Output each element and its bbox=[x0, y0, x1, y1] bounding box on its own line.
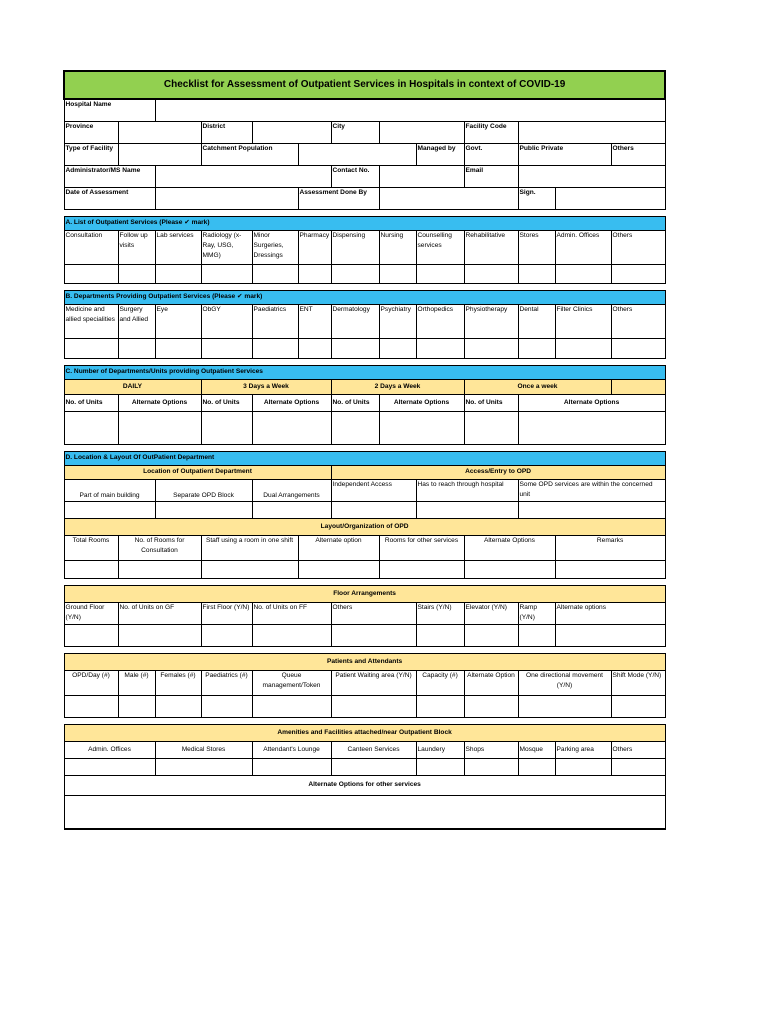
check-cell[interactable] bbox=[416, 338, 464, 358]
section-b-header: Dermatology bbox=[331, 304, 379, 338]
spacer bbox=[64, 444, 665, 451]
date-of-assessment-label: Date of Assessment bbox=[64, 187, 155, 209]
facility-code-label: Facility Code bbox=[464, 121, 518, 143]
type-of-facility-label: Type of Facility bbox=[64, 143, 118, 165]
group-3-days: 3 Days a Week bbox=[201, 379, 331, 394]
contact-no-label: Contact No. bbox=[331, 165, 379, 187]
amenities-header: Amenities and Facilities attached/near Outpatient Block bbox=[64, 724, 665, 741]
section-b-header: Surgery and Allied bbox=[118, 304, 155, 338]
entry-cell[interactable] bbox=[518, 501, 665, 518]
entry-cell[interactable] bbox=[331, 695, 416, 717]
entry-cell[interactable] bbox=[252, 695, 331, 717]
checklist-table bbox=[63, 70, 666, 830]
section-b-header: Paediatrics bbox=[252, 304, 298, 338]
section-b-header: Medicine and allied specialities bbox=[64, 304, 118, 338]
patients-header: Patients and Attendants bbox=[64, 653, 665, 670]
entry-cell[interactable] bbox=[331, 411, 379, 444]
section-a-header: Lab services bbox=[155, 230, 201, 264]
alternate-options-header: Alternate Options bbox=[518, 394, 665, 411]
amenities-col: Mosque bbox=[518, 741, 555, 758]
location-col: Dual Arrangements bbox=[252, 479, 331, 501]
entry-cell[interactable] bbox=[379, 411, 464, 444]
entry-cell[interactable] bbox=[118, 560, 201, 578]
administrator-field[interactable] bbox=[155, 165, 331, 187]
entry-cell[interactable] bbox=[64, 560, 118, 578]
entry-cell[interactable] bbox=[611, 758, 665, 775]
entry-cell[interactable] bbox=[155, 501, 252, 518]
entry-cell[interactable] bbox=[331, 624, 416, 646]
access-col: Some OPD services are within the concerned unit bbox=[518, 479, 665, 501]
patients-col: Paediatrics (#) bbox=[201, 670, 252, 695]
others-option[interactable]: Others bbox=[611, 143, 665, 165]
province-field[interactable] bbox=[118, 121, 201, 143]
floor-col: Ground Floor (Y/N) bbox=[64, 602, 118, 624]
entry-cell[interactable] bbox=[252, 501, 331, 518]
patients-col: Male (#) bbox=[118, 670, 155, 695]
entry-cell[interactable] bbox=[64, 758, 155, 775]
email-label: Email bbox=[464, 165, 518, 187]
no-of-units-header: No. of Units bbox=[64, 394, 118, 411]
check-cell[interactable] bbox=[252, 264, 298, 283]
entry-cell[interactable] bbox=[464, 560, 555, 578]
spacer bbox=[64, 209, 665, 216]
entry-cell[interactable] bbox=[555, 624, 665, 646]
entry-cell[interactable] bbox=[64, 624, 118, 646]
entry-cell[interactable] bbox=[331, 501, 416, 518]
patients-col: One directional movement (Y/N) bbox=[518, 670, 611, 695]
layout-col: No. of Rooms for Consultation bbox=[118, 535, 201, 560]
public-private-option[interactable]: Public Private bbox=[518, 143, 611, 165]
section-b-header: ObGY bbox=[201, 304, 252, 338]
floor-col: No. of Units on FF bbox=[252, 602, 331, 624]
entry-cell[interactable] bbox=[64, 501, 155, 518]
check-cell[interactable] bbox=[518, 338, 555, 358]
patients-col: Capacity (#) bbox=[416, 670, 464, 695]
section-a-header: Dispensing bbox=[331, 230, 379, 264]
patients-col: Queue management/Token bbox=[252, 670, 331, 695]
floor-col: Others bbox=[331, 602, 416, 624]
patients-col: Shift Mode (Y/N) bbox=[611, 670, 665, 695]
check-cell[interactable] bbox=[611, 264, 665, 283]
check-cell[interactable] bbox=[64, 264, 118, 283]
layout-col: Rooms for other services bbox=[379, 535, 464, 560]
entry-cell[interactable] bbox=[331, 758, 416, 775]
hospital-name-label: Hospital Name bbox=[64, 99, 155, 121]
check-cell[interactable] bbox=[555, 264, 611, 283]
entry-cell[interactable] bbox=[64, 411, 118, 444]
entry-cell[interactable] bbox=[201, 560, 298, 578]
section-b-title: B. Departments Providing Outpatient Services (Please ✔ mark) bbox=[64, 290, 665, 304]
province-label: Province bbox=[64, 121, 118, 143]
entry-cell[interactable] bbox=[416, 624, 464, 646]
entry-cell[interactable] bbox=[555, 560, 665, 578]
no-of-units-header: No. of Units bbox=[201, 394, 252, 411]
entry-cell[interactable] bbox=[416, 501, 518, 518]
check-cell[interactable] bbox=[611, 338, 665, 358]
check-cell[interactable] bbox=[298, 338, 331, 358]
entry-cell[interactable] bbox=[611, 695, 665, 717]
section-a-header: Rehabilitative bbox=[464, 230, 518, 264]
section-b-header: Filter Clinics bbox=[555, 304, 611, 338]
amenities-col: Parking area bbox=[555, 741, 611, 758]
section-c-title: C. Number of Departments/Units providing Outpatient Services bbox=[64, 365, 665, 379]
check-cell[interactable] bbox=[464, 338, 518, 358]
check-cell[interactable] bbox=[155, 338, 201, 358]
administrator-label: Administrator/MS Name bbox=[64, 165, 155, 187]
access-col: Has to reach through hospital bbox=[416, 479, 518, 501]
district-label: District bbox=[201, 121, 252, 143]
section-b-header: Dental bbox=[518, 304, 555, 338]
amenities-col: Laundery bbox=[416, 741, 464, 758]
section-a-header: Admin. Offices bbox=[555, 230, 611, 264]
entry-cell[interactable] bbox=[155, 695, 201, 717]
hospital-name-field[interactable] bbox=[155, 99, 665, 121]
check-cell[interactable] bbox=[379, 264, 416, 283]
check-cell[interactable] bbox=[64, 338, 118, 358]
patients-col: Females (#) bbox=[155, 670, 201, 695]
amenities-col: Medical Stores bbox=[155, 741, 252, 758]
alternate-options-header: Alternate Options bbox=[379, 394, 464, 411]
section-a-header: Follow up visits bbox=[118, 230, 155, 264]
entry-cell[interactable] bbox=[518, 411, 665, 444]
section-a-header: Radiology (x-Ray, USG, MMG) bbox=[201, 230, 252, 264]
spacer bbox=[64, 283, 665, 290]
assessment-done-by-field[interactable] bbox=[379, 187, 518, 209]
check-cell[interactable] bbox=[331, 338, 379, 358]
check-cell[interactable] bbox=[331, 264, 379, 283]
district-field[interactable] bbox=[252, 121, 331, 143]
layout-header: Layout/Organization of OPD bbox=[64, 518, 665, 535]
entry-cell[interactable] bbox=[518, 624, 555, 646]
check-cell[interactable] bbox=[252, 338, 298, 358]
check-cell[interactable] bbox=[118, 338, 155, 358]
access-col: Independent Access bbox=[331, 479, 416, 501]
entry-cell[interactable] bbox=[555, 758, 611, 775]
amenities-col: Attendant's Lounge bbox=[252, 741, 331, 758]
floor-header: Floor Arrangements bbox=[64, 585, 665, 602]
amenities-col: Shops bbox=[464, 741, 518, 758]
catchment-population-field[interactable] bbox=[298, 143, 416, 165]
section-a-header: Counselling services bbox=[416, 230, 464, 264]
entry-cell[interactable] bbox=[64, 695, 118, 717]
floor-col: Stairs (Y/N) bbox=[416, 602, 464, 624]
section-b-header: Others bbox=[611, 304, 665, 338]
entry-cell[interactable] bbox=[155, 758, 252, 775]
entry-cell[interactable] bbox=[118, 411, 201, 444]
entry-cell[interactable] bbox=[416, 695, 464, 717]
check-cell[interactable] bbox=[201, 338, 252, 358]
entry-cell[interactable] bbox=[201, 624, 252, 646]
floor-col: Elevator (Y/N) bbox=[464, 602, 518, 624]
check-cell[interactable] bbox=[379, 338, 416, 358]
contact-no-field[interactable] bbox=[379, 165, 464, 187]
sign-field[interactable] bbox=[555, 187, 665, 209]
section-b-header: Eye bbox=[155, 304, 201, 338]
page-title: Checklist for Assessment of Outpatient Services in Hospitals in context of COVID-19 bbox=[64, 71, 665, 99]
facility-code-field[interactable] bbox=[518, 121, 665, 143]
alternate-options-header: Alternate Options bbox=[252, 394, 331, 411]
entry-cell[interactable] bbox=[201, 411, 252, 444]
section-a-header: Others bbox=[611, 230, 665, 264]
section-a-header: Pharmacy bbox=[298, 230, 331, 264]
section-b-header: ENT bbox=[298, 304, 331, 338]
floor-col: No. of Units on GF bbox=[118, 602, 201, 624]
date-of-assessment-field[interactable] bbox=[155, 187, 298, 209]
spacer bbox=[64, 646, 665, 653]
entry-cell[interactable] bbox=[118, 695, 155, 717]
spacer bbox=[64, 717, 665, 724]
entry-cell[interactable] bbox=[518, 758, 555, 775]
access-header: Access/Entry to OPD bbox=[331, 465, 665, 479]
alternate-options-other-header: Alternate Options for other services bbox=[64, 775, 665, 795]
entry-cell[interactable] bbox=[252, 624, 331, 646]
entry-cell[interactable] bbox=[118, 624, 201, 646]
floor-col: Ramp (Y/N) bbox=[518, 602, 555, 624]
check-cell[interactable] bbox=[518, 264, 555, 283]
group-daily: DAILY bbox=[64, 379, 201, 394]
amenities-col: Admin. Offices bbox=[64, 741, 155, 758]
check-cell[interactable] bbox=[464, 264, 518, 283]
email-field[interactable] bbox=[518, 165, 665, 187]
city-field[interactable] bbox=[379, 121, 464, 143]
checklist-sheet bbox=[63, 70, 664, 830]
check-cell[interactable] bbox=[118, 264, 155, 283]
govt-option[interactable]: Govt. bbox=[464, 143, 518, 165]
alternate-options-header: Alternate Options bbox=[118, 394, 201, 411]
location-header: Location of Outpatient Department bbox=[64, 465, 331, 479]
catchment-population-label: Catchment Population bbox=[201, 143, 298, 165]
location-col: Separate OPD Block bbox=[155, 479, 252, 501]
entry-cell[interactable] bbox=[464, 411, 518, 444]
spacer bbox=[64, 358, 665, 365]
section-a-header: Consultation bbox=[64, 230, 118, 264]
check-cell[interactable] bbox=[201, 264, 252, 283]
spacer bbox=[64, 578, 665, 585]
city-label: City bbox=[331, 121, 379, 143]
group-once-week: Once a week bbox=[464, 379, 611, 394]
entry-cell[interactable] bbox=[464, 695, 518, 717]
entry-cell[interactable] bbox=[416, 758, 464, 775]
check-cell[interactable] bbox=[555, 338, 611, 358]
patients-col: Patient Waiting area (Y/N) bbox=[331, 670, 416, 695]
no-of-units-header: No. of Units bbox=[464, 394, 518, 411]
section-b-header: Physiotherapy bbox=[464, 304, 518, 338]
entry-cell[interactable] bbox=[464, 758, 518, 775]
patients-col: Alternate Option bbox=[464, 670, 518, 695]
alternate-options-field[interactable] bbox=[64, 795, 665, 829]
type-of-facility-field[interactable] bbox=[118, 143, 201, 165]
entry-cell[interactable] bbox=[201, 695, 252, 717]
entry-cell[interactable] bbox=[518, 695, 611, 717]
group-blank bbox=[611, 379, 665, 394]
layout-col: Alternate Options bbox=[464, 535, 555, 560]
check-cell[interactable] bbox=[155, 264, 201, 283]
section-a-header: Minor Surgeries, Dressings bbox=[252, 230, 298, 264]
entry-cell[interactable] bbox=[252, 758, 331, 775]
group-2-days: 2 Days a Week bbox=[331, 379, 464, 394]
layout-col: Total Rooms bbox=[64, 535, 118, 560]
entry-cell[interactable] bbox=[464, 624, 518, 646]
no-of-units-header: No. of Units bbox=[331, 394, 379, 411]
layout-col: Remarks bbox=[555, 535, 665, 560]
check-cell[interactable] bbox=[416, 264, 464, 283]
entry-cell[interactable] bbox=[298, 560, 379, 578]
assessment-done-by-label: Assessment Done By bbox=[298, 187, 379, 209]
floor-col: First Floor (Y/N) bbox=[201, 602, 252, 624]
managed-by-label: Managed by bbox=[416, 143, 464, 165]
section-b-header: Psychiatry bbox=[379, 304, 416, 338]
amenities-col: Canteen Services bbox=[331, 741, 416, 758]
section-a-header: Nursing bbox=[379, 230, 416, 264]
layout-col: Staff using a room in one shift bbox=[201, 535, 298, 560]
section-d-title: D. Location & Layout Of OutPatient Department bbox=[64, 451, 665, 465]
patients-col: OPD/Day (#) bbox=[64, 670, 118, 695]
section-a-title: A. List of Outpatient Services (Please ✔ mark) bbox=[64, 216, 665, 230]
check-cell[interactable] bbox=[298, 264, 331, 283]
sign-label: Sign. bbox=[518, 187, 555, 209]
entry-cell[interactable] bbox=[252, 411, 331, 444]
section-b-header: Orthopedics bbox=[416, 304, 464, 338]
section-a-header: Stores bbox=[518, 230, 555, 264]
floor-col: Alternate options bbox=[555, 602, 665, 624]
amenities-col: Others bbox=[611, 741, 665, 758]
location-col: Part of main building bbox=[64, 479, 155, 501]
layout-col: Alternate option bbox=[298, 535, 379, 560]
entry-cell[interactable] bbox=[379, 560, 464, 578]
